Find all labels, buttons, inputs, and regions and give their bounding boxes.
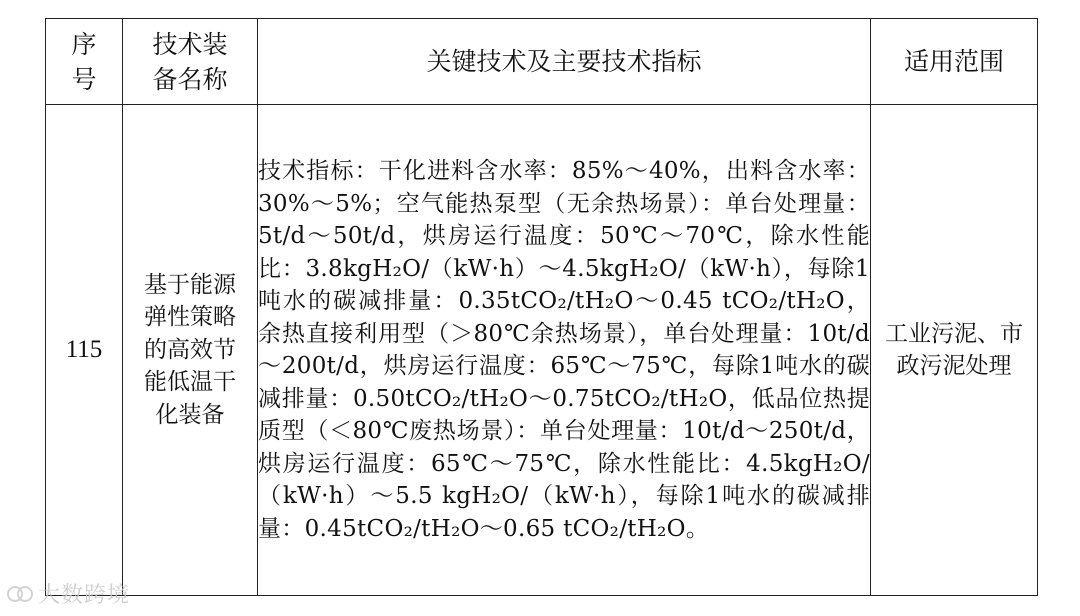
header-index: 序号 [46,19,123,105]
equipment-name: 基于能源弹性策略的高效节能低温干化装备 [123,105,258,596]
table-row [46,105,1038,596]
watermark [6,578,130,609]
table-header-row [46,19,1038,105]
header-equipment-name: 技术装备名称 [123,19,258,105]
watermark-text: 大数跨境 [38,583,131,608]
watermark-logo-icon [6,584,34,604]
tech-equipment-table [45,18,1038,596]
row-index: 115 [46,105,123,596]
header-key-technology: 关键技术及主要技术指标 [258,19,871,105]
key-technology-indicators: 技术指标：干化进料含水率：85%～40%，出料含水率：30%～5%；空气能热泵型（无余热场景）：单台处理量：5t/d～50t/d，烘房运行温度：50℃～70℃，除水性能比：3.8kgH₂O/（kW·h）～4.5kgH₂O/（kW·h），每除1吨水的碳减排量：0.35tCO₂/tH₂O～0.45 tCO₂/tH₂O，余热直接利用型（＞80℃余热场景），单台处理量：10t/d～200t/d，烘房运行温度：65℃～75℃，每除1吨水的碳减排量：0.50tCO₂/tH₂O～0.75tCO₂/tH₂O，低品位热提质型（＜80℃废热场景）：单台处理量：10t/d～250t/d，烘房运行温度：65℃～75℃，除水性能比：4.5kgH₂O/（kW·h）～5.5 kgH₂O/（kW·h），每除1吨水的碳减排量：0.45tCO₂/tH₂O～0.65 tCO₂/tH₂O。 [258,105,871,596]
header-scope: 适用范围 [871,19,1038,105]
application-scope: 工业污泥、市政污泥处理 [871,105,1038,596]
